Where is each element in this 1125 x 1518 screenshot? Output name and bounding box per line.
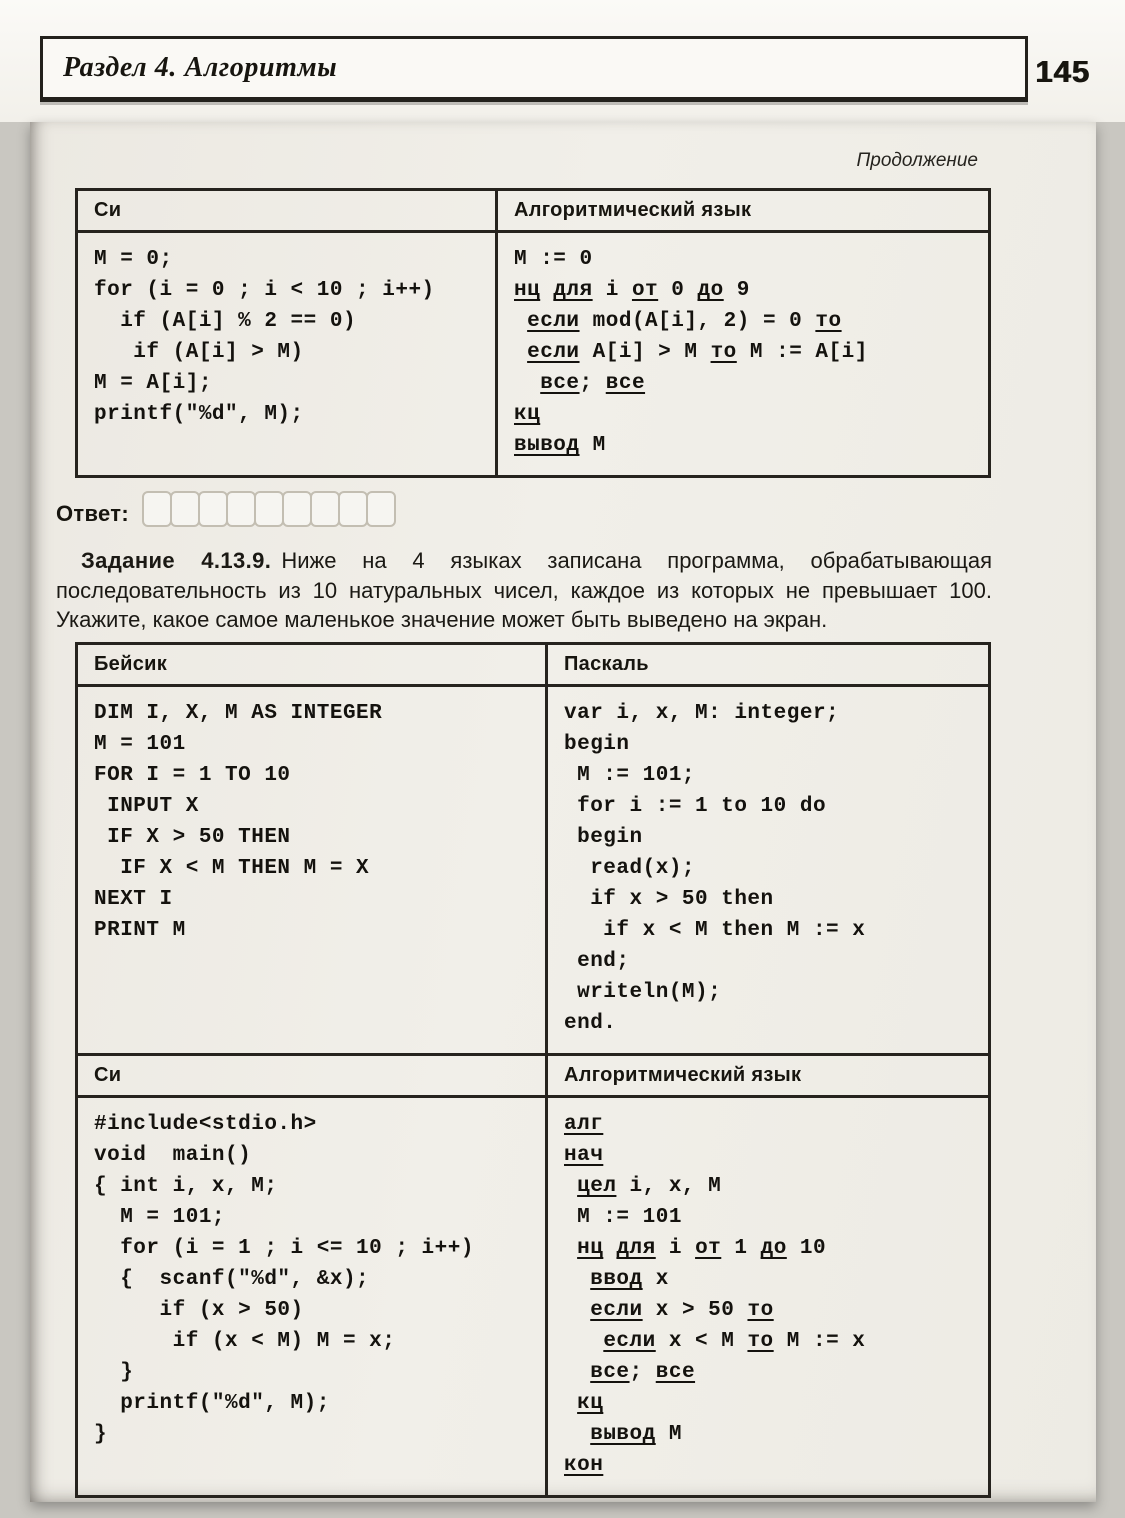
table1-code-c: [78, 233, 498, 475]
code-line: printf("%d", M);: [94, 403, 304, 426]
code-line: DIM I, X, M AS INTEGER: [94, 702, 383, 725]
continuation-note: Продолжение: [856, 150, 978, 171]
table2-code-c: [78, 1098, 548, 1495]
table1-header-c: Си: [78, 191, 498, 233]
code-line: кон: [564, 1454, 604, 1477]
answer-box: [170, 491, 200, 527]
table1-code-algo: [498, 233, 988, 475]
code-line: }: [94, 1423, 108, 1446]
code-line: нач: [564, 1144, 604, 1167]
table2-code-algo: [548, 1098, 988, 1495]
table2-header-algo: Алгоритмический язык: [548, 1053, 988, 1098]
answer-boxes: [142, 491, 396, 527]
table-four-languages: [75, 642, 991, 1498]
table1-header-algo: Алгоритмический язык: [498, 191, 988, 233]
code-line: { int i, x, M;: [94, 1175, 278, 1198]
code-line: if x > 50 then: [564, 888, 774, 911]
code-line: for (i = 1 ; i <= 10 ; i++): [94, 1237, 474, 1260]
code-line: вывод M: [590, 1423, 682, 1446]
code-line: если mod(A[i], 2) = 0 то: [527, 310, 842, 333]
code-line: все; все: [590, 1361, 696, 1384]
code-line: FOR I = 1 TO 10: [94, 764, 291, 787]
code-line: IF X > 50 THEN: [94, 826, 291, 849]
code-line: begin: [564, 826, 643, 849]
code-line: if x < M then M := x: [564, 919, 866, 942]
code-line: M = 0;: [94, 248, 173, 271]
code-line: var i, x, M: integer;: [564, 702, 840, 725]
code-line: writeln(M);: [564, 981, 722, 1004]
answer-label: Ответ:: [56, 501, 129, 526]
code-line: M = 101: [94, 733, 186, 756]
answer-box: [226, 491, 256, 527]
code-line: кц: [514, 403, 541, 426]
code-line: если A[i] > M то M := A[i]: [527, 341, 868, 364]
code-line: алг: [564, 1113, 604, 1136]
code-line: read(x);: [564, 857, 696, 880]
table2-header-basic: Бейсик: [78, 645, 548, 687]
code-line: нц для i от 0 до 9: [514, 279, 750, 302]
code-line: void main(): [94, 1144, 252, 1167]
section-title: Раздел 4. Алгоритмы: [63, 52, 338, 83]
answer-box: [310, 491, 340, 527]
code-line: все; все: [540, 372, 646, 395]
code-line: { scanf("%d", &x);: [94, 1268, 370, 1291]
section-header-box: [40, 36, 1028, 102]
table2-code-basic: [78, 687, 548, 1053]
code-line: #include<stdio.h>: [94, 1113, 317, 1136]
answer-box: [338, 491, 368, 527]
task-number: Задание 4.13.9.: [81, 548, 272, 573]
table2-header-pascal: Паскаль: [548, 645, 988, 687]
code-line: цел i, x, M: [577, 1175, 722, 1198]
code-line: if (x < M) M = x;: [94, 1330, 396, 1353]
code-line: PRINT M: [94, 919, 186, 942]
code-line: M := 101: [564, 1206, 682, 1229]
code-line: кц: [577, 1392, 604, 1415]
code-line: for (i = 0 ; i < 10 ; i++): [94, 279, 435, 302]
code-line: end.: [564, 1012, 617, 1035]
table2-code-pascal: [548, 687, 988, 1053]
page-number: 145: [1035, 54, 1090, 89]
code-line: M := 0: [514, 248, 593, 271]
answer-box: [366, 491, 396, 527]
code-line: если x < M то M := x: [603, 1330, 866, 1353]
answer-box: [142, 491, 172, 527]
code-line: begin: [564, 733, 630, 756]
code-line: end;: [564, 950, 630, 973]
top-margin-band: [0, 0, 1125, 122]
code-line: NEXT I: [94, 888, 173, 911]
code-line: вывод M: [514, 434, 606, 457]
code-line: M = 101;: [94, 1206, 226, 1229]
code-line: printf("%d", M);: [94, 1392, 330, 1415]
task-paragraph: [56, 546, 992, 635]
answer-box: [282, 491, 312, 527]
code-line: for i := 1 to 10 do: [564, 795, 827, 818]
code-line: ввод x: [590, 1268, 669, 1291]
answer-box: [198, 491, 228, 527]
task-text: Ниже на 4 языках записана программа, обрабатывающая последовательность из 10 натуральных чисел, каждое из которых не превышает 100. Укажите, какое самое маленькое значение может быть выведено на экран.: [56, 548, 993, 632]
table-continuation: [75, 188, 991, 478]
code-line: if (A[i] % 2 == 0): [94, 310, 357, 333]
code-line: если x > 50 то: [590, 1299, 774, 1322]
code-line: if (x > 50): [94, 1299, 304, 1322]
answer-box: [254, 491, 284, 527]
code-line: M = A[i];: [94, 372, 212, 395]
code-line: нц для i от 1 до 10: [577, 1237, 827, 1260]
code-line: M := 101;: [564, 764, 696, 787]
code-line: if (A[i] > M): [94, 341, 304, 364]
code-line: IF X < M THEN M = X: [94, 857, 370, 880]
code-line: INPUT X: [94, 795, 199, 818]
table2-header-c: Си: [78, 1053, 548, 1098]
code-line: }: [94, 1361, 134, 1384]
